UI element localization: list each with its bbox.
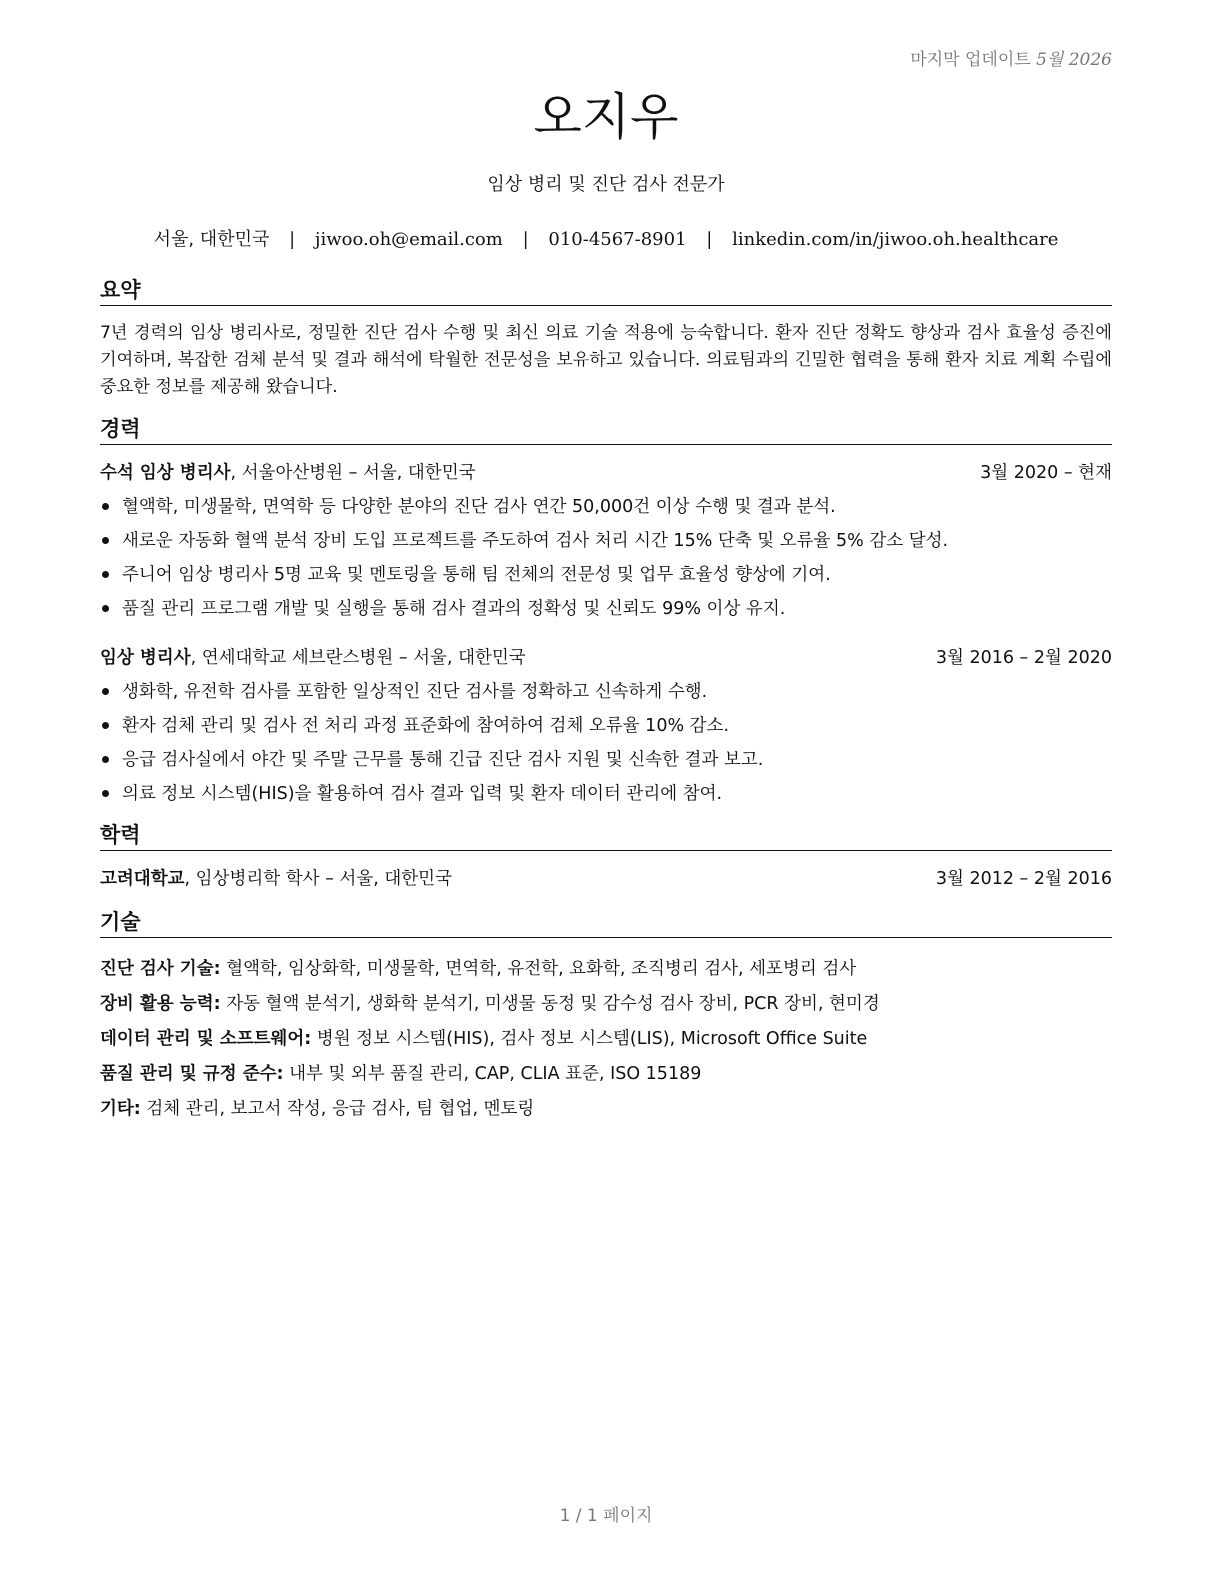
- page-number: 1 / 1 페이지: [559, 1506, 653, 1526]
- job-bullet-text: 응급 검사실에서 야간 및 주말 근무를 통해 긴급 진단 검사 지원 및 신속한 결과 보고.: [122, 750, 764, 770]
- contact-linkedin[interactable]: linkedin.com/in/jiwoo.oh.healthcare: [732, 229, 1059, 250]
- candidate-headline: 임상 병리 및 진단 검사 전문가: [487, 174, 725, 195]
- education-school: 고려대학교: [100, 869, 185, 889]
- last-updated-date: 5월 2026: [1036, 50, 1112, 70]
- job-bullet-text: 의료 정보 시스템(HIS)을 활용하여 검사 결과 입력 및 환자 데이터 관리에 참여.: [122, 784, 723, 804]
- contact-line: [100, 225, 1112, 251]
- job-org: , 연세대학교 세브란스병원 – 서울, 대한민국: [190, 648, 526, 668]
- skill-label: 진단 검사 기술:: [100, 959, 221, 979]
- experience-entry-header: [100, 460, 1112, 486]
- education-entry-header: [100, 866, 1112, 892]
- job-bullet-list: [100, 490, 1112, 626]
- job-dates: 3월 2020 – 현재: [980, 463, 1112, 483]
- skill-row: [100, 1057, 1112, 1092]
- job-bullet: [100, 524, 1112, 558]
- contact-location: 서울, 대한민국: [153, 229, 270, 250]
- experience-entry: [100, 645, 1112, 811]
- bullet-dot-icon: [102, 537, 109, 544]
- skill-label: 품질 관리 및 규정 준수:: [100, 1064, 284, 1084]
- job-bullet-text: 새로운 자동화 혈액 분석 장비 도입 프로젝트를 주도하여 검사 처리 시간 15% 단축 및 오류율 5% 감소 달성.: [122, 531, 949, 551]
- skill-row: [100, 952, 1112, 987]
- experience-entry-header: [100, 645, 1112, 671]
- skill-row: [100, 987, 1112, 1022]
- job-bullet-text: 혈액학, 미생물학, 면역학 등 다양한 분야의 진단 검사 연간 50,000건 이상 수행 및 결과 분석.: [122, 497, 836, 517]
- job-org: , 서울아산병원 – 서울, 대한민국: [230, 463, 476, 483]
- skill-value: 검체 관리, 보고서 작성, 응급 검사, 팀 협업, 멘토링: [140, 1099, 535, 1119]
- bullet-dot-icon: [102, 605, 109, 612]
- job-bullet-text: 생화학, 유전학 검사를 포함한 일상적인 진단 검사를 정확하고 신속하게 수행.: [122, 682, 708, 702]
- contact-separator: |: [522, 229, 529, 250]
- job-bullet: [100, 490, 1112, 524]
- job-dates: 3월 2016 – 2월 2020: [935, 648, 1112, 668]
- job-bullet: [100, 709, 1112, 743]
- job-bullet-text: 주니어 임상 병리사 5명 교육 및 멘토링을 통해 팀 전체의 전문성 및 업무 효율성 향상에 기여.: [122, 565, 831, 585]
- job-bullet-text: 환자 검체 관리 및 검사 전 처리 과정 표준화에 참여하여 검체 오류율 10% 감소.: [122, 716, 730, 736]
- section-title-summary: 요약: [100, 277, 1112, 306]
- job-bullet: [100, 777, 1112, 811]
- bullet-dot-icon: [102, 571, 109, 578]
- skill-row: [100, 1092, 1112, 1127]
- last-updated-label: 마지막 업데이트: [910, 50, 1031, 70]
- section-title-experience: 경력: [100, 416, 1112, 445]
- bullet-dot-icon: [102, 688, 109, 695]
- skill-row: [100, 1022, 1112, 1057]
- resume-page: [100, 0, 1112, 1584]
- bullet-dot-icon: [102, 722, 109, 729]
- contact-email[interactable]: jiwoo.oh@email.com: [314, 229, 503, 250]
- summary-text: 7년 경력의 임상 병리사로, 정밀한 진단 검사 수행 및 최신 의료 기술 적용에 능숙합니다. 환자 진단 정확도 향상과 검사 효율성 증진에 기여하며, 복잡한 검체 분석 및 결과 해석에 탁월한 전문성을 보유하고 있습니다. 의료팀과의 긴밀한 협력을 통해 환자 치료 계획 수립에 중요한 정보를 제공해 왔습니다.: [100, 323, 1112, 397]
- job-role: 임상 병리사: [100, 648, 191, 668]
- job-role: 수석 임상 병리사: [100, 463, 231, 483]
- job-bullet-text: 품질 관리 프로그램 개발 및 실행을 통해 검사 결과의 정확성 및 신뢰도 99% 이상 유지.: [122, 599, 786, 619]
- job-bullet: [100, 558, 1112, 592]
- education-entry: [100, 866, 1112, 892]
- education-dates: 3월 2012 – 2월 2016: [935, 869, 1112, 889]
- skill-value: 혈액학, 임상화학, 미생물학, 면역학, 유전학, 요화학, 조직병리 검사, 세포병리 검사: [220, 959, 857, 979]
- bullet-dot-icon: [102, 756, 109, 763]
- contact-separator: |: [289, 229, 296, 250]
- section-title-skills: 기술: [100, 909, 1112, 938]
- skill-value: 병원 정보 시스템(HIS), 검사 정보 시스템(LIS), Microsoft Office Suite: [311, 1029, 868, 1049]
- job-bullet: [100, 743, 1112, 777]
- job-bullet-list: [100, 675, 1112, 811]
- bullet-dot-icon: [102, 790, 109, 797]
- skills-list: [100, 952, 1112, 1127]
- experience-entry: [100, 460, 1112, 626]
- job-bullet: [100, 592, 1112, 626]
- last-updated: [910, 45, 1112, 70]
- skill-value: 내부 및 외부 품질 관리, CAP, CLIA 표준, ISO 15189: [283, 1064, 702, 1084]
- job-bullet: [100, 675, 1112, 709]
- contact-phone[interactable]: 010-4567-8901: [548, 229, 687, 250]
- skill-value: 자동 혈액 분석기, 생화학 분석기, 미생물 동정 및 감수성 검사 장비, PCR 장비, 현미경: [220, 994, 880, 1014]
- bullet-dot-icon: [102, 503, 109, 510]
- contact-separator: |: [706, 229, 713, 250]
- education-degree: , 임상병리학 학사 – 서울, 대한민국: [184, 869, 452, 889]
- skill-label: 장비 활용 능력:: [100, 994, 221, 1014]
- candidate-name: 오지우: [533, 88, 679, 146]
- section-title-education: 학력: [100, 822, 1112, 851]
- skill-label: 기타:: [100, 1099, 141, 1119]
- skill-label: 데이터 관리 및 소프트웨어:: [100, 1029, 312, 1049]
